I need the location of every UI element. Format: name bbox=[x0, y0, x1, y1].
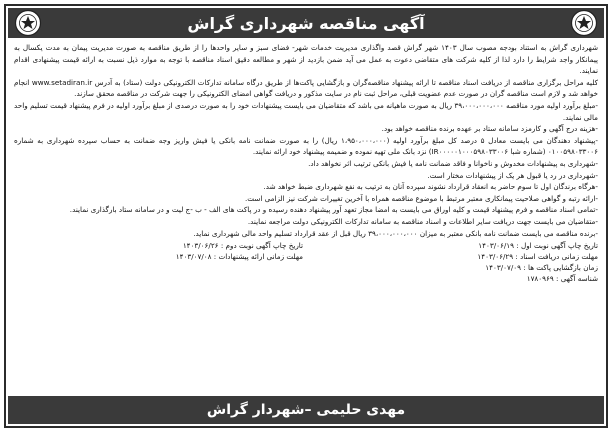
opening-date: زمان بازگشایی پاکت ها : ۱۴۰۳/۰۷/۰۹ bbox=[485, 263, 598, 273]
signature-bar bbox=[8, 396, 604, 424]
municipality-seal-icon bbox=[570, 9, 598, 37]
info-paragraph: -متقاضیان می بایست جهت دریافت سایر اطلاعات و اسناد مناقصه به سامانه تدارکات الکترونیکی دولت مراجعه نمایند. bbox=[247, 216, 598, 226]
ad-number: شناسه آگهی : ۱۷۸۰۹۶۹ bbox=[526, 274, 598, 284]
winner-guarantee-paragraph: -برنده مناقصه می بایست ضمانت نامه بانکی معتبر به میزان ۳۹،۰۰۰،۰۰۰،۰۰۰ ریال قبل از عقد قرارداد تسلیم واحد مالی شهرداری نماید. bbox=[193, 228, 598, 238]
rejection-right-paragraph: -شهرداری در رد یا قبول هر یک از پیشنهادات مختار است. bbox=[427, 170, 598, 180]
municipality-seal-icon bbox=[14, 9, 42, 37]
invalid-bids-paragraph: -شهرداری به پیشنهادات مخدوش و ناخوانا و فاقد ضمانت نامه یا فیش بانکی ترتیب اثر نخواهد داد. bbox=[308, 158, 598, 168]
ad-cost-paragraph: -هزینه درج آگهی و کارمزد سامانه ستاد بر عهده برنده مناقصه خواهد بود. bbox=[381, 124, 598, 134]
notice-title: آگهی مناقصه شهرداری گراش bbox=[187, 13, 425, 33]
second-publish-date: تاریخ چاپ آگهی نوبت دوم : ۱۴۰۳/۰۶/۲۶ bbox=[182, 241, 303, 251]
notice-body bbox=[14, 42, 598, 392]
dates-block bbox=[14, 240, 598, 284]
first-publish-date: تاریخ چاپ آگهی نوبت اول : ۱۴۰۳/۰۶/۱۹ bbox=[478, 241, 598, 251]
signing-paragraph: -تمامی اسناد مناقصه و فرم پیشنهاد قیمت و کلیه اوراق می بایست به امضا مجاز تعهد آور پیشنهاد دهنده رسیده و در پاکت های الف - ب -ج لیت و در سامانه ستاد بارگذاری نمایند. bbox=[69, 205, 598, 215]
doc-deadline-date: مهلت زمانی دریافت اسناد : ۱۴۰۳/۰۶/۲۹ bbox=[477, 252, 598, 262]
estimate-paragraph: -مبلغ برآورد اولیه مورد مناقصه ۳۹،۰۰۰،۰۰۰،۰۰۰ ریال به صورت ماهیانه می باشد که متقاضیان می بایست پیشنهادات خود را به صورت درصدی از مبلغ برآورد اولیه در فرم پیشنهاد قیمت تسلیم واحد مالی نمایند. bbox=[14, 100, 598, 122]
qualification-paragraph: -ارائه رتبه و گواهی صلاحیت پیمانکاری معتبر مرتبط با موضوع مناقصه همراه با آخرین تغییرات شرکت نیز الزامی است. bbox=[245, 193, 598, 203]
intro-paragraph: شهرداری گراش به استناد بودجه مصوب سال ۱۴۰۳ شهر گراش قصد واگذاری مدیریت خدمات شهر- فضای سبز و سایر واحدها را از طریق مناقصه به صورت مدیریت پیمان به مدت یکسال به پیمانکار واجد شرایط را دارد لذا از کلیه شرکت های متقاضی دعوت به عمل می آید ضمن بازدید از شهر و مطالعه دقیق اسناد مناقصه با توجه به موارد ذیل نسبت به ارائه قیمت پیشنهادی اقدام نمایند. bbox=[14, 43, 598, 76]
notice-frame bbox=[4, 4, 608, 428]
setad-paragraph: کلیه مراحل برگزاری مناقصه از دریافت اسناد مناقصه تا ارائه پیشنهاد مناقصه‌گران و بازگشایی پاکت‌ها از طریق درگاه سامانه تدارکات الکترونیکی دولت (ستاد) به آدرس www.setadiran.ir انجام خواهد شد و لازم است مناقصه گران در صورت عدم عضویت قبلی، مراحل ثبت نام در سایت مذکور و دریافت گواهی امضای الکترونیکی را جهت شرکت در مناقصه محقق سازند. bbox=[14, 77, 598, 99]
forfeit-paragraph: -هرگاه برندگان اول تا سوم حاضر به انعقاد قرارداد نشوند سپرده آنان به ترتیب به نفع شهرداری ضبط خواهد شد. bbox=[263, 182, 598, 192]
mayor-signature: مهدی حلیمی –شهردار گراش bbox=[206, 402, 406, 418]
guarantee-paragraph: -پیشنهاد دهندگان می بایست معادل ۵ درصد کل مبلغ برآورد اولیه (۱،۹۵۰،۰۰۰،۰۰۰ ریال) را به صورت ضمانت نامه بانکی یا فیش واریز وجه ضمانت به حساب سپرده شهرداری به شماره ۰۱۰۰۵۹۸۰۳۳۰۰۶ (شماره شبا IR۰۰۰۰۰۱۰۰۰۵۹۸۰۳۳۰۰۶) نزد بانک ملی تهیه نموده و ضمیمه پیشنهاد خود ارائه نمایند. bbox=[14, 135, 598, 157]
notice-header bbox=[8, 8, 604, 38]
bid-deadline-date: مهلت زمانی ارائه پیشنهادات : ۱۴۰۳/۰۷/۰۸ bbox=[175, 252, 303, 262]
